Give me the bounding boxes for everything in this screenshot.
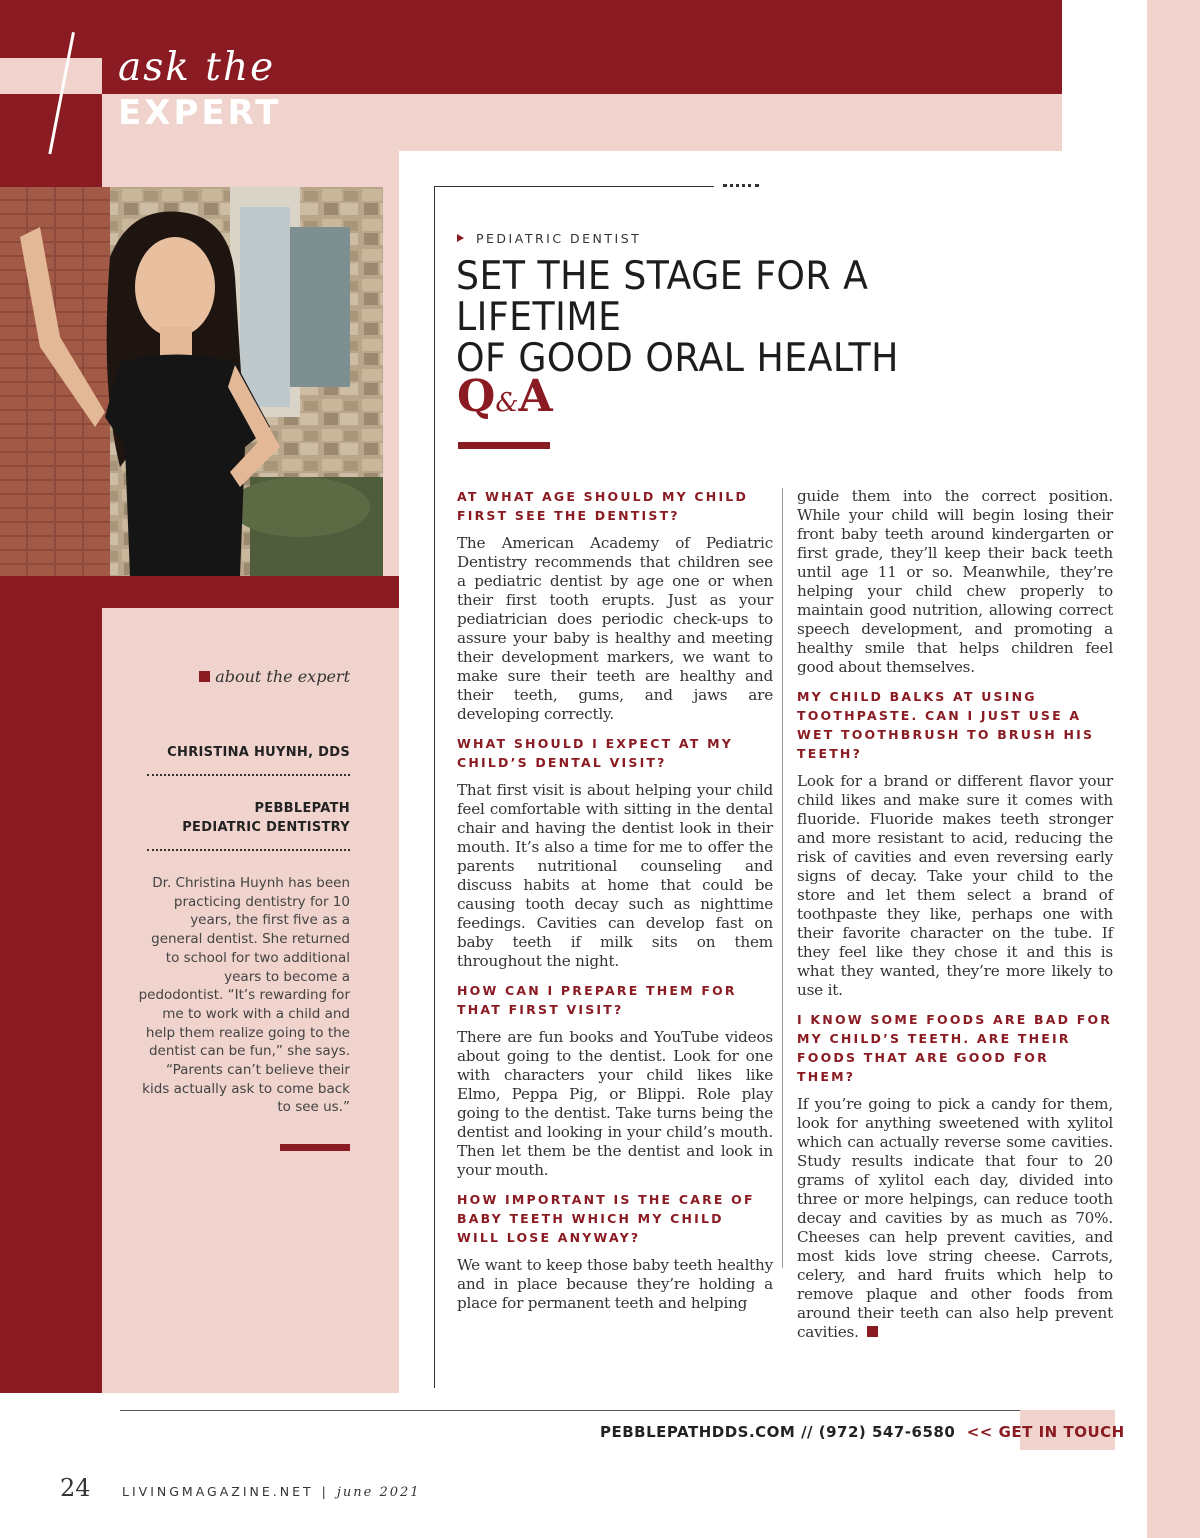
about-label-text: about the expert: [215, 667, 350, 686]
frame-left-rule: [434, 186, 435, 1388]
bullet-square-icon: [199, 671, 210, 682]
answer-4-part1: We want to keep those baby teeth healthy and in place because they’re holding a place for permanent teeth and helping: [457, 1256, 773, 1312]
answer-3: There are fun books and YouTube videos about going to the dentist. Look for one with characters your child likes like Elmo, Peppa Pig, or Blippi. Role play going to the dentist. Take turns being the dentist and looking in your child’s mouth. Then let them be the dentist and look in your mouth.: [457, 1028, 773, 1179]
folio-date: june 2021: [336, 1485, 421, 1500]
answer-1: The American Academy of Pediatric Dentistry recommends that children see a pediatric dentist by age one or when their first tooth erupts. Just as your pediatrician does periodic check-ups to assure your baby is healthy and meeting their development markers, we want to make sure their teeth are healthy and their teeth, gums, and jaws are developing correctly.: [457, 534, 773, 723]
qa-q: Q: [457, 371, 496, 422]
expert-bio: Dr. Christina Huynh has been practicing dentistry for 10 years, the first five as a general dentist. She returned to school for two additional years to become a pedodontist. “It’s rewarding for me to work with a child and help them realize going to the dentist can be fun,” she says. “Parents can’t believe their kids actually ask to come back to see us.”: [138, 875, 350, 1116]
article-kicker: [457, 231, 641, 246]
question-3: HOW CAN I PREPARE THEM FOR THAT FIRST VISIT?: [457, 983, 737, 1017]
get-in-touch-link[interactable]: << GET IN TOUCH: [966, 1423, 1125, 1441]
expert-portrait-illustration: [0, 187, 383, 576]
column-divider: [782, 488, 783, 1268]
footer-contact: [600, 1423, 1125, 1441]
right-pink-strip: [1147, 0, 1200, 1538]
contact-info: PEBBLEPATHDDS.COM // (972) 547-6580: [600, 1423, 956, 1441]
article-column-2: [797, 487, 1113, 1352]
practice-name-line2: PEDIATRIC DENTISTRY: [182, 820, 350, 835]
answer-5: Look for a brand or different flavor your child likes and make sure it comes with fluoride. Fluoride makes teeth stronger and more resistant to acid, reducing the risk of cavities and even reversing early signs of decay. Take your child to the store and let them select a brand of toothpaste they like, perhaps one with their favorite character on the tube. If they feel like they chose it and this is what they wanted, they’re more likely to use it.: [797, 772, 1113, 999]
sidebar-accent-bar: [280, 1144, 350, 1151]
question-6: I KNOW SOME FOODS ARE BAD FOR MY CHILD’S TEETH. ARE THEIR FOODS THAT ARE GOOD FOR THEM?: [797, 1012, 1113, 1084]
dotted-divider: [147, 774, 350, 776]
about-the-expert-label: [150, 667, 350, 686]
section-title-bold: EXPERT: [118, 93, 282, 133]
answer-6-text: If you’re going to pick a candy for them, look for anything sweetened with xylitol which can actually reverse some cavities. Study results indicate that four to 20 grams of xylitol each day, divided into three or more helpings, can reduce tooth decay and cavities by as much as 70%. Cheeses can help prevent cavities, and most kids love string cheese. Carrots, celery, and hard fruits which help to remove plaque and other foods from around their teeth can also help prevent cavities.: [797, 1095, 1113, 1341]
answer-6: [797, 1095, 1113, 1342]
section-title-script: ask the: [118, 45, 276, 90]
dotted-divider: [147, 849, 350, 851]
expert-name: CHRISTINA HUYNH, DDS: [167, 745, 350, 760]
header-accent: [0, 58, 102, 94]
triangle-bullet-icon: [457, 234, 464, 242]
question-2: WHAT SHOULD I EXPECT AT MY CHILD’S DENTAL VISIT?: [457, 736, 733, 770]
question-1: AT WHAT AGE SHOULD MY CHILD FIRST SEE THE DENTIST?: [457, 489, 749, 523]
qa-a: A: [518, 371, 553, 422]
kicker-text: PEDIATRIC DENTIST: [476, 231, 642, 246]
qa-amp: &: [495, 388, 519, 418]
expert-photo: [0, 187, 383, 576]
frame-dotted-rule: [723, 184, 759, 187]
folio-separator: |: [321, 1484, 329, 1499]
question-5: MY CHILD BALKS AT USING TOOTHPASTE. CAN I JUST USE A WET TOOTHBRUSH TO BRUSH HIS TEETH?: [797, 689, 1095, 761]
answer-2: That first visit is about helping your child feel comfortable with sitting in the dental chair and having the dentist look in their mouth. It’s also a time for me to offer the parents nutritional counseling and discuss habits at home that could be causing tooth decay such as nighttime feedings. Cavities can develop fast on baby teeth if milk sits on them throughout the night.: [457, 781, 773, 970]
left-red-lower: [0, 576, 102, 1393]
headline-line2: OF GOOD ORAL HEALTH: [456, 336, 899, 381]
headline-line1: SET THE STAGE FOR A LIFETIME: [456, 254, 869, 340]
article-column-1: [457, 487, 773, 1323]
end-mark-icon: [867, 1326, 878, 1337]
qa-underline-bar: [458, 442, 550, 449]
page-number: 24: [60, 1474, 91, 1502]
frame-top-rule: [434, 186, 714, 187]
question-4: HOW IMPORTANT IS THE CARE OF BABY TEETH WHICH MY CHILD WILL LOSE ANYWAY?: [457, 1192, 755, 1245]
folio: [122, 1484, 421, 1500]
practice-name-line1: PEBBLEPATH: [254, 801, 350, 816]
qa-logo: [457, 371, 553, 422]
article-headline: [456, 256, 977, 379]
answer-4-part2: guide them into the correct position. While your child will begin losing their front baby teeth around kindergarten or first grade, they’ll keep their back teeth until age 11 or so. Meanwhile, they’re helping your child chew properly to maintain good nutrition, allowing correct speech development, and promoting a healthy smile that helps children feel good about themselves.: [797, 487, 1113, 676]
folio-site: LIVINGMAGAZINE.NET: [122, 1484, 314, 1499]
footer-rule: [120, 1410, 1115, 1411]
